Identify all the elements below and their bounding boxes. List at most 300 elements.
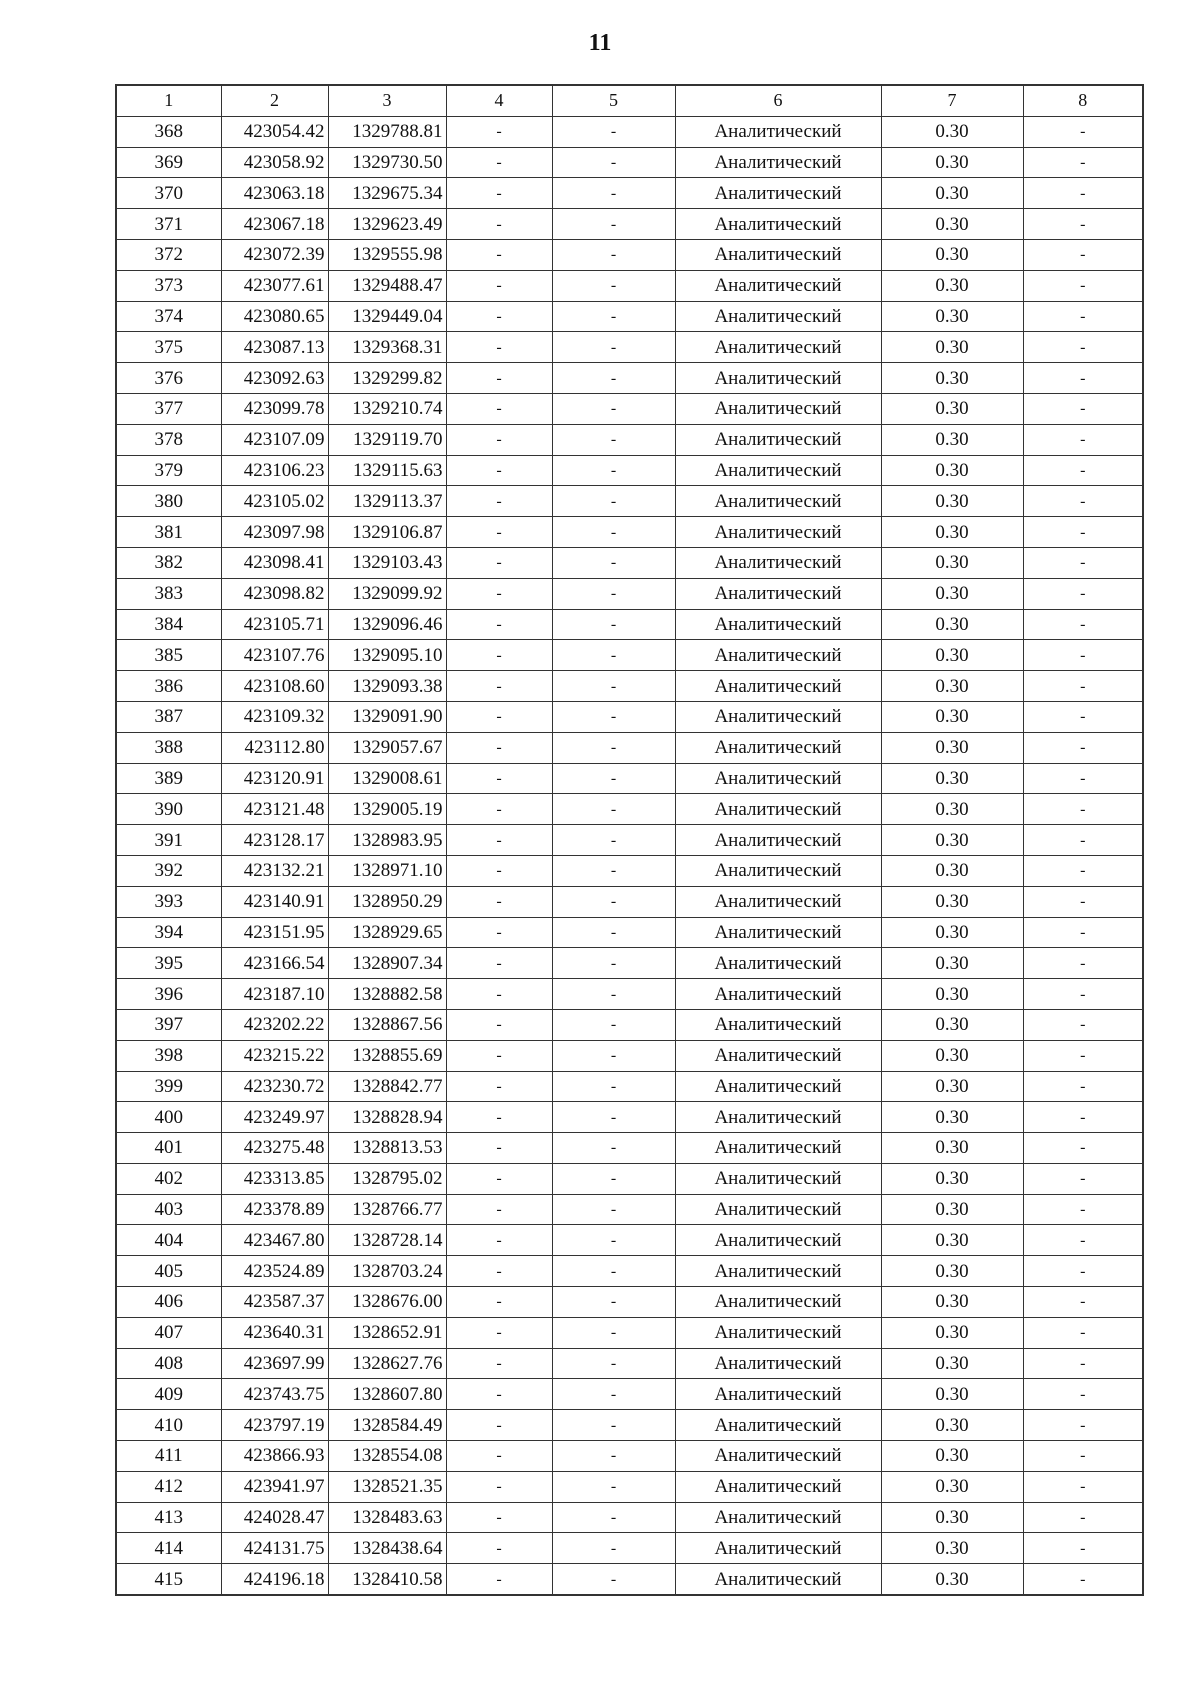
column-5-cell: - <box>552 1256 675 1287</box>
table-row <box>116 855 1143 886</box>
method-cell: Аналитический <box>675 732 881 763</box>
column-8-cell: - <box>1023 1471 1143 1502</box>
table-row <box>116 763 1143 794</box>
table-body <box>116 116 1143 1595</box>
y-coordinate-cell: 1329093.38 <box>328 671 446 702</box>
point-number-cell: 398 <box>116 1040 221 1071</box>
method-cell: Аналитический <box>675 917 881 948</box>
column-4-cell: - <box>446 578 552 609</box>
column-8-cell: - <box>1023 1441 1143 1472</box>
x-coordinate-cell: 423098.41 <box>221 547 328 578</box>
column-header-1: 1 <box>116 85 221 116</box>
accuracy-cell: 0.30 <box>881 640 1023 671</box>
column-header-2: 2 <box>221 85 328 116</box>
point-number-cell: 381 <box>116 517 221 548</box>
y-coordinate-cell: 1328607.80 <box>328 1379 446 1410</box>
accuracy-cell: 0.30 <box>881 1379 1023 1410</box>
x-coordinate-cell: 423099.78 <box>221 393 328 424</box>
table-row <box>116 393 1143 424</box>
point-number-cell: 368 <box>116 116 221 147</box>
table-row <box>116 547 1143 578</box>
column-8-cell: - <box>1023 1317 1143 1348</box>
column-4-cell: - <box>446 1225 552 1256</box>
method-cell: Аналитический <box>675 1441 881 1472</box>
accuracy-cell: 0.30 <box>881 855 1023 886</box>
y-coordinate-cell: 1328950.29 <box>328 886 446 917</box>
column-5-cell: - <box>552 363 675 394</box>
column-5-cell: - <box>552 1225 675 1256</box>
column-4-cell: - <box>446 1348 552 1379</box>
column-header-3: 3 <box>328 85 446 116</box>
x-coordinate-cell: 424131.75 <box>221 1533 328 1564</box>
column-4-cell: - <box>446 640 552 671</box>
column-5-cell: - <box>552 1287 675 1318</box>
accuracy-cell: 0.30 <box>881 794 1023 825</box>
x-coordinate-cell: 423109.32 <box>221 701 328 732</box>
x-coordinate-cell: 423092.63 <box>221 363 328 394</box>
table-row <box>116 1225 1143 1256</box>
column-4-cell: - <box>446 1009 552 1040</box>
table-row <box>116 147 1143 178</box>
accuracy-cell: 0.30 <box>881 332 1023 363</box>
column-5-cell: - <box>552 486 675 517</box>
y-coordinate-cell: 1328627.76 <box>328 1348 446 1379</box>
table-row <box>116 609 1143 640</box>
x-coordinate-cell: 423467.80 <box>221 1225 328 1256</box>
y-coordinate-cell: 1329106.87 <box>328 517 446 548</box>
column-8-cell: - <box>1023 363 1143 394</box>
method-cell: Аналитический <box>675 855 881 886</box>
point-number-cell: 369 <box>116 147 221 178</box>
point-number-cell: 411 <box>116 1441 221 1472</box>
y-coordinate-cell: 1328652.91 <box>328 1317 446 1348</box>
column-8-cell: - <box>1023 1133 1143 1164</box>
table-header-row <box>116 85 1143 116</box>
x-coordinate-cell: 423080.65 <box>221 301 328 332</box>
column-4-cell: - <box>446 239 552 270</box>
method-cell: Аналитический <box>675 363 881 394</box>
y-coordinate-cell: 1329096.46 <box>328 609 446 640</box>
table-row <box>116 886 1143 917</box>
x-coordinate-cell: 423098.82 <box>221 578 328 609</box>
point-number-cell: 409 <box>116 1379 221 1410</box>
y-coordinate-cell: 1328813.53 <box>328 1133 446 1164</box>
table-row <box>116 917 1143 948</box>
column-4-cell: - <box>446 1071 552 1102</box>
x-coordinate-cell: 423866.93 <box>221 1441 328 1472</box>
method-cell: Аналитический <box>675 455 881 486</box>
column-4-cell: - <box>446 1133 552 1164</box>
x-coordinate-cell: 423121.48 <box>221 794 328 825</box>
point-number-cell: 372 <box>116 239 221 270</box>
point-number-cell: 413 <box>116 1502 221 1533</box>
method-cell: Аналитический <box>675 393 881 424</box>
y-coordinate-cell: 1328971.10 <box>328 855 446 886</box>
column-header-7: 7 <box>881 85 1023 116</box>
x-coordinate-cell: 424196.18 <box>221 1564 328 1595</box>
point-number-cell: 370 <box>116 178 221 209</box>
method-cell: Аналитический <box>675 671 881 702</box>
column-5-cell: - <box>552 1040 675 1071</box>
column-header-8: 8 <box>1023 85 1143 116</box>
x-coordinate-cell: 423132.21 <box>221 855 328 886</box>
table-row <box>116 1287 1143 1318</box>
y-coordinate-cell: 1329005.19 <box>328 794 446 825</box>
method-cell: Аналитический <box>675 239 881 270</box>
y-coordinate-cell: 1329488.47 <box>328 270 446 301</box>
table-row <box>116 363 1143 394</box>
column-4-cell: - <box>446 763 552 794</box>
column-4-cell: - <box>446 486 552 517</box>
x-coordinate-cell: 423230.72 <box>221 1071 328 1102</box>
column-8-cell: - <box>1023 855 1143 886</box>
column-5-cell: - <box>552 455 675 486</box>
column-5-cell: - <box>552 1071 675 1102</box>
column-8-cell: - <box>1023 1502 1143 1533</box>
column-8-cell: - <box>1023 393 1143 424</box>
point-number-cell: 383 <box>116 578 221 609</box>
x-coordinate-cell: 423941.97 <box>221 1471 328 1502</box>
column-5-cell: - <box>552 578 675 609</box>
point-number-cell: 414 <box>116 1533 221 1564</box>
method-cell: Аналитический <box>675 147 881 178</box>
x-coordinate-cell: 423640.31 <box>221 1317 328 1348</box>
column-header-5: 5 <box>552 85 675 116</box>
table-row <box>116 332 1143 363</box>
point-number-cell: 407 <box>116 1317 221 1348</box>
column-8-cell: - <box>1023 517 1143 548</box>
table-row <box>116 1102 1143 1133</box>
accuracy-cell: 0.30 <box>881 270 1023 301</box>
y-coordinate-cell: 1328855.69 <box>328 1040 446 1071</box>
column-header-6: 6 <box>675 85 881 116</box>
method-cell: Аналитический <box>675 1471 881 1502</box>
y-coordinate-cell: 1328907.34 <box>328 948 446 979</box>
column-8-cell: - <box>1023 424 1143 455</box>
column-4-cell: - <box>446 1410 552 1441</box>
column-4-cell: - <box>446 393 552 424</box>
column-8-cell: - <box>1023 1379 1143 1410</box>
column-8-cell: - <box>1023 886 1143 917</box>
column-8-cell: - <box>1023 239 1143 270</box>
point-number-cell: 399 <box>116 1071 221 1102</box>
accuracy-cell: 0.30 <box>881 455 1023 486</box>
column-5-cell: - <box>552 116 675 147</box>
y-coordinate-cell: 1328795.02 <box>328 1163 446 1194</box>
column-4-cell: - <box>446 270 552 301</box>
column-4-cell: - <box>446 671 552 702</box>
method-cell: Аналитический <box>675 640 881 671</box>
x-coordinate-cell: 423215.22 <box>221 1040 328 1071</box>
column-4-cell: - <box>446 609 552 640</box>
column-8-cell: - <box>1023 1256 1143 1287</box>
column-5-cell: - <box>552 1533 675 1564</box>
accuracy-cell: 0.30 <box>881 1102 1023 1133</box>
accuracy-cell: 0.30 <box>881 763 1023 794</box>
accuracy-cell: 0.30 <box>881 1009 1023 1040</box>
column-8-cell: - <box>1023 979 1143 1010</box>
column-4-cell: - <box>446 178 552 209</box>
accuracy-cell: 0.30 <box>881 209 1023 240</box>
method-cell: Аналитический <box>675 1040 881 1071</box>
column-4-cell: - <box>446 547 552 578</box>
x-coordinate-cell: 423077.61 <box>221 270 328 301</box>
column-8-cell: - <box>1023 763 1143 794</box>
accuracy-cell: 0.30 <box>881 116 1023 147</box>
column-5-cell: - <box>552 1441 675 1472</box>
column-4-cell: - <box>446 517 552 548</box>
y-coordinate-cell: 1328438.64 <box>328 1533 446 1564</box>
x-coordinate-cell: 423112.80 <box>221 732 328 763</box>
column-8-cell: - <box>1023 1410 1143 1441</box>
table-row <box>116 1071 1143 1102</box>
point-number-cell: 404 <box>116 1225 221 1256</box>
y-coordinate-cell: 1328929.65 <box>328 917 446 948</box>
point-number-cell: 377 <box>116 393 221 424</box>
accuracy-cell: 0.30 <box>881 578 1023 609</box>
point-number-cell: 401 <box>116 1133 221 1164</box>
accuracy-cell: 0.30 <box>881 1194 1023 1225</box>
column-5-cell: - <box>552 239 675 270</box>
column-8-cell: - <box>1023 1009 1143 1040</box>
column-4-cell: - <box>446 1102 552 1133</box>
method-cell: Аналитический <box>675 578 881 609</box>
column-5-cell: - <box>552 1379 675 1410</box>
accuracy-cell: 0.30 <box>881 1040 1023 1071</box>
column-5-cell: - <box>552 1194 675 1225</box>
x-coordinate-cell: 423743.75 <box>221 1379 328 1410</box>
method-cell: Аналитический <box>675 332 881 363</box>
method-cell: Аналитический <box>675 1533 881 1564</box>
column-4-cell: - <box>446 1163 552 1194</box>
table-row <box>116 1441 1143 1472</box>
table-row <box>116 178 1143 209</box>
method-cell: Аналитический <box>675 486 881 517</box>
column-8-cell: - <box>1023 147 1143 178</box>
column-5-cell: - <box>552 393 675 424</box>
accuracy-cell: 0.30 <box>881 1533 1023 1564</box>
table-row <box>116 1502 1143 1533</box>
y-coordinate-cell: 1329099.92 <box>328 578 446 609</box>
point-number-cell: 382 <box>116 547 221 578</box>
method-cell: Аналитический <box>675 1009 881 1040</box>
method-cell: Аналитический <box>675 517 881 548</box>
column-8-cell: - <box>1023 609 1143 640</box>
table-row <box>116 486 1143 517</box>
table-row <box>116 825 1143 856</box>
column-5-cell: - <box>552 609 675 640</box>
column-5-cell: - <box>552 917 675 948</box>
column-5-cell: - <box>552 948 675 979</box>
accuracy-cell: 0.30 <box>881 1410 1023 1441</box>
x-coordinate-cell: 423587.37 <box>221 1287 328 1318</box>
accuracy-cell: 0.30 <box>881 1133 1023 1164</box>
table-row <box>116 948 1143 979</box>
method-cell: Аналитический <box>675 763 881 794</box>
x-coordinate-cell: 423106.23 <box>221 455 328 486</box>
column-4-cell: - <box>446 732 552 763</box>
method-cell: Аналитический <box>675 609 881 640</box>
y-coordinate-cell: 1329623.49 <box>328 209 446 240</box>
accuracy-cell: 0.30 <box>881 1163 1023 1194</box>
table-row <box>116 1040 1143 1071</box>
column-5-cell: - <box>552 671 675 702</box>
column-4-cell: - <box>446 1287 552 1318</box>
accuracy-cell: 0.30 <box>881 547 1023 578</box>
column-8-cell: - <box>1023 1071 1143 1102</box>
column-5-cell: - <box>552 1133 675 1164</box>
point-number-cell: 405 <box>116 1256 221 1287</box>
y-coordinate-cell: 1329555.98 <box>328 239 446 270</box>
method-cell: Аналитический <box>675 1256 881 1287</box>
table-row <box>116 270 1143 301</box>
column-5-cell: - <box>552 763 675 794</box>
column-4-cell: - <box>446 116 552 147</box>
x-coordinate-cell: 423058.92 <box>221 147 328 178</box>
table-row <box>116 116 1143 147</box>
accuracy-cell: 0.30 <box>881 178 1023 209</box>
y-coordinate-cell: 1328766.77 <box>328 1194 446 1225</box>
column-8-cell: - <box>1023 116 1143 147</box>
column-8-cell: - <box>1023 547 1143 578</box>
point-number-cell: 415 <box>116 1564 221 1595</box>
x-coordinate-cell: 423072.39 <box>221 239 328 270</box>
x-coordinate-cell: 423524.89 <box>221 1256 328 1287</box>
column-4-cell: - <box>446 332 552 363</box>
table-row <box>116 424 1143 455</box>
column-5-cell: - <box>552 424 675 455</box>
table-row <box>116 1379 1143 1410</box>
x-coordinate-cell: 423063.18 <box>221 178 328 209</box>
column-5-cell: - <box>552 1009 675 1040</box>
accuracy-cell: 0.30 <box>881 393 1023 424</box>
column-5-cell: - <box>552 209 675 240</box>
point-number-cell: 400 <box>116 1102 221 1133</box>
column-5-cell: - <box>552 517 675 548</box>
point-number-cell: 371 <box>116 209 221 240</box>
column-8-cell: - <box>1023 1163 1143 1194</box>
column-5-cell: - <box>552 1348 675 1379</box>
point-number-cell: 397 <box>116 1009 221 1040</box>
column-4-cell: - <box>446 363 552 394</box>
point-number-cell: 395 <box>116 948 221 979</box>
y-coordinate-cell: 1328521.35 <box>328 1471 446 1502</box>
table-row <box>116 1133 1143 1164</box>
method-cell: Аналитический <box>675 1379 881 1410</box>
y-coordinate-cell: 1329119.70 <box>328 424 446 455</box>
point-number-cell: 385 <box>116 640 221 671</box>
table-row <box>116 1317 1143 1348</box>
y-coordinate-cell: 1329057.67 <box>328 732 446 763</box>
table-row <box>116 701 1143 732</box>
method-cell: Аналитический <box>675 1564 881 1595</box>
coordinates-table <box>115 84 1144 1596</box>
accuracy-cell: 0.30 <box>881 979 1023 1010</box>
column-8-cell: - <box>1023 486 1143 517</box>
column-4-cell: - <box>446 1256 552 1287</box>
method-cell: Аналитический <box>675 178 881 209</box>
method-cell: Аналитический <box>675 1317 881 1348</box>
column-5-cell: - <box>552 640 675 671</box>
method-cell: Аналитический <box>675 825 881 856</box>
table-row <box>116 301 1143 332</box>
table-row <box>116 732 1143 763</box>
column-8-cell: - <box>1023 917 1143 948</box>
method-cell: Аналитический <box>675 794 881 825</box>
y-coordinate-cell: 1329095.10 <box>328 640 446 671</box>
method-cell: Аналитический <box>675 1133 881 1164</box>
accuracy-cell: 0.30 <box>881 886 1023 917</box>
column-4-cell: - <box>446 886 552 917</box>
column-4-cell: - <box>446 1533 552 1564</box>
y-coordinate-cell: 1329103.43 <box>328 547 446 578</box>
column-8-cell: - <box>1023 1040 1143 1071</box>
point-number-cell: 394 <box>116 917 221 948</box>
method-cell: Аналитический <box>675 1502 881 1533</box>
y-coordinate-cell: 1329675.34 <box>328 178 446 209</box>
method-cell: Аналитический <box>675 116 881 147</box>
y-coordinate-cell: 1328867.56 <box>328 1009 446 1040</box>
x-coordinate-cell: 423151.95 <box>221 917 328 948</box>
table-row <box>116 1533 1143 1564</box>
column-8-cell: - <box>1023 671 1143 702</box>
column-5-cell: - <box>552 301 675 332</box>
method-cell: Аналитический <box>675 270 881 301</box>
point-number-cell: 412 <box>116 1471 221 1502</box>
method-cell: Аналитический <box>675 1163 881 1194</box>
accuracy-cell: 0.30 <box>881 301 1023 332</box>
column-8-cell: - <box>1023 640 1143 671</box>
column-4-cell: - <box>446 1317 552 1348</box>
column-4-cell: - <box>446 1502 552 1533</box>
x-coordinate-cell: 423797.19 <box>221 1410 328 1441</box>
x-coordinate-cell: 423275.48 <box>221 1133 328 1164</box>
point-number-cell: 378 <box>116 424 221 455</box>
column-5-cell: - <box>552 147 675 178</box>
x-coordinate-cell: 424028.47 <box>221 1502 328 1533</box>
method-cell: Аналитический <box>675 209 881 240</box>
point-number-cell: 384 <box>116 609 221 640</box>
table-row <box>116 1256 1143 1287</box>
column-8-cell: - <box>1023 1287 1143 1318</box>
table-row <box>116 1410 1143 1441</box>
column-8-cell: - <box>1023 1225 1143 1256</box>
table-row <box>116 1471 1143 1502</box>
x-coordinate-cell: 423054.42 <box>221 116 328 147</box>
accuracy-cell: 0.30 <box>881 1225 1023 1256</box>
table-row <box>116 1348 1143 1379</box>
column-5-cell: - <box>552 701 675 732</box>
point-number-cell: 389 <box>116 763 221 794</box>
method-cell: Аналитический <box>675 886 881 917</box>
point-number-cell: 408 <box>116 1348 221 1379</box>
column-8-cell: - <box>1023 1564 1143 1595</box>
accuracy-cell: 0.30 <box>881 1287 1023 1318</box>
column-8-cell: - <box>1023 178 1143 209</box>
x-coordinate-cell: 423087.13 <box>221 332 328 363</box>
accuracy-cell: 0.30 <box>881 1471 1023 1502</box>
column-4-cell: - <box>446 1564 552 1595</box>
column-8-cell: - <box>1023 270 1143 301</box>
column-8-cell: - <box>1023 701 1143 732</box>
method-cell: Аналитический <box>675 1348 881 1379</box>
point-number-cell: 410 <box>116 1410 221 1441</box>
accuracy-cell: 0.30 <box>881 363 1023 394</box>
accuracy-cell: 0.30 <box>881 825 1023 856</box>
y-coordinate-cell: 1329210.74 <box>328 393 446 424</box>
column-8-cell: - <box>1023 732 1143 763</box>
x-coordinate-cell: 423202.22 <box>221 1009 328 1040</box>
